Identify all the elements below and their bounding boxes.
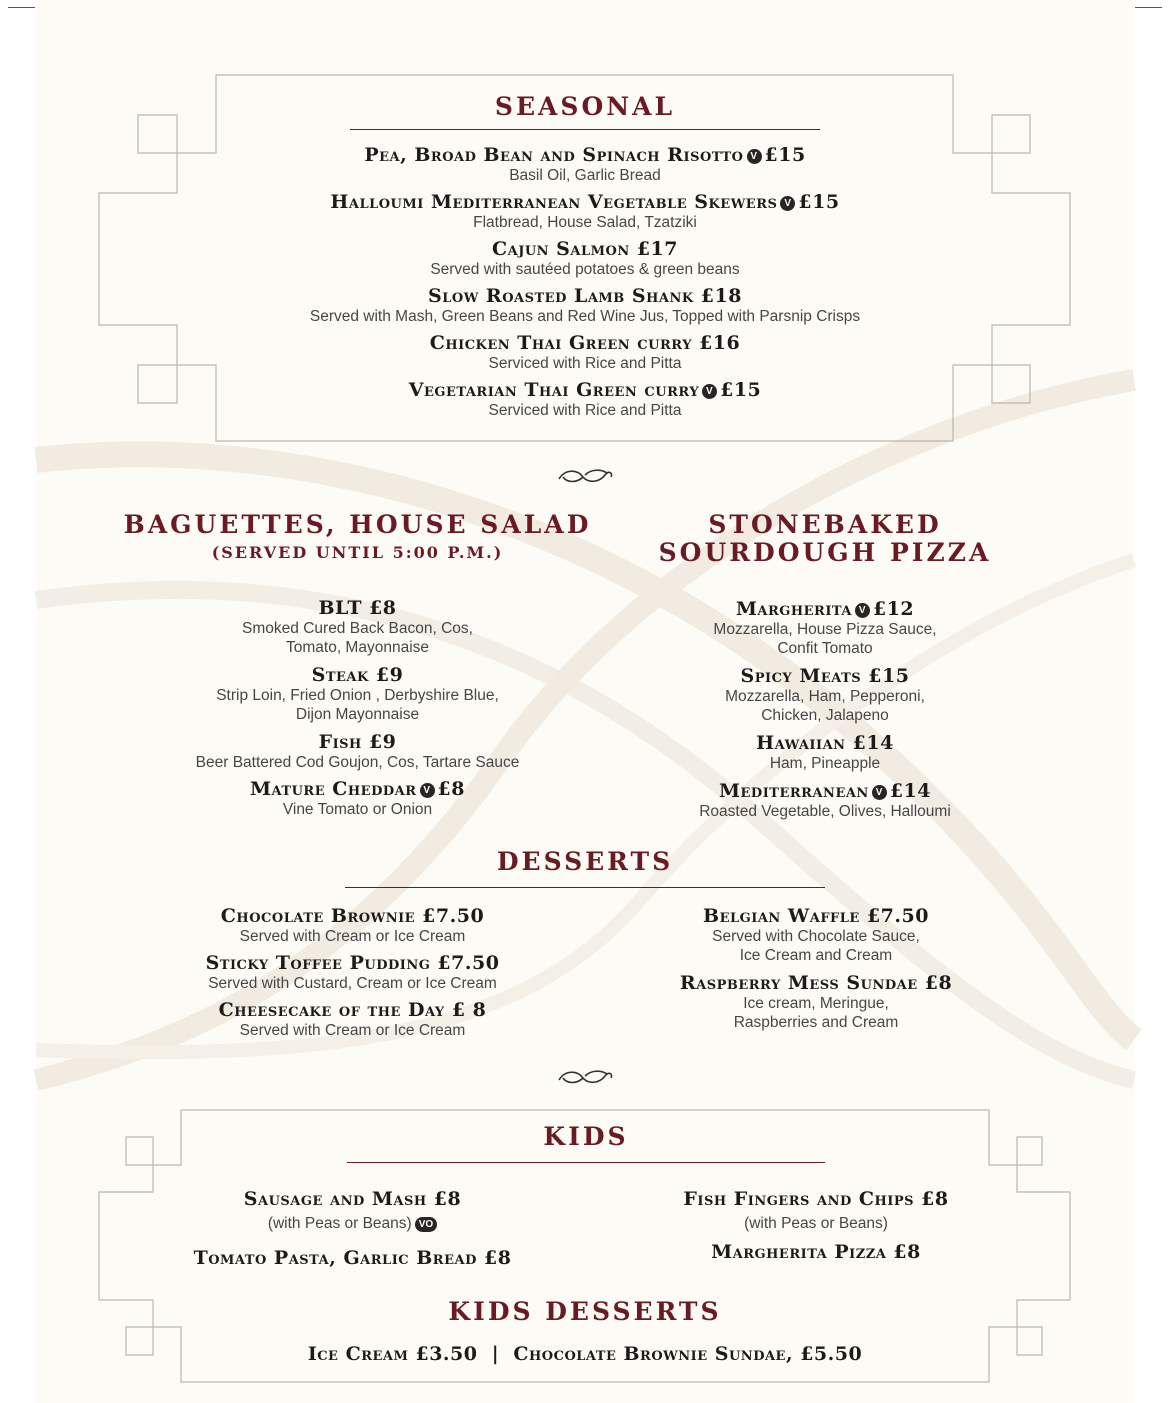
item-name: Raspberry Mess Sundae £8 [679,972,953,994]
item-description: Roasted Vegetable, Olives, Halloumi [699,803,951,820]
pizza-item [620,665,1030,725]
flourish-ornament-bottom [555,1066,615,1088]
item-description: Serviced with Rice and Pitta [488,355,682,372]
vegetarian-icon: V [872,785,887,800]
item-description: Mozzarella, Ham, Pepperoni, [725,688,925,705]
item-name: Fish £9 [318,731,397,753]
kids-rule [347,1162,825,1163]
item-name: Cheesecake of the Day £ 8 [218,999,487,1021]
pizza-heading-line1: STONEBAKED [708,510,942,539]
item-name: Chicken Thai Green curry £16 [429,332,741,354]
kids-desserts-items: Ice Cream £3.50 | Chocolate Brownie Sundae, £5.50 [307,1343,863,1365]
item-description: Smoked Cured Back Bacon, Cos, [242,620,473,637]
item-name: Mediterranean [718,780,869,802]
kids-item [616,1241,1016,1263]
item-description: Strip Loin, Fried Onion , Derbyshire Blue, [216,687,499,704]
item-name: Belgian Waffle £7.50 [703,905,929,927]
item-description-line2: Ice Cream and Cream [739,947,893,964]
baguette-item [120,731,595,772]
dessert-item [140,999,565,1040]
baguettes-subheading: (SERVED UNTIL 5:00 P.M.) [211,543,504,562]
seasonal-item [185,191,985,232]
seasonal-item [185,144,985,185]
pizza-item [620,598,1030,658]
item-description: Basil Oil, Garlic Bread [509,167,661,184]
item-price: £15 [720,379,762,401]
item-name: Steak £9 [311,664,404,686]
item-name: Tomato Pasta, Garlic Bread £8 [193,1247,512,1269]
item-description: Served with Cream or Ice Cream [239,928,466,945]
kids-item [140,1188,565,1233]
item-description: Served with Cream or Ice Cream [239,1022,466,1039]
dessert-item [140,905,565,946]
item-description-line2: Chicken, Jalapeno [761,707,889,724]
baguette-item [120,778,595,819]
item-price: £8 [437,778,465,800]
kids-desserts-line [185,1343,985,1365]
pizza-heading-line2: SOURDOUGH PIZZA [658,538,992,567]
baguettes-heading: BAGUETTES, HOUSE SALAD [123,510,592,539]
item-name: Vegetarian Thai Green curry [408,379,700,401]
seasonal-item [185,238,985,279]
item-name: Pea, Broad Bean and Spinach Risotto [364,144,744,166]
item-description: Ham, Pineapple [769,755,881,772]
baguette-item [120,597,595,657]
item-name: Sticky Toffee Pudding £7.50 [205,952,500,974]
item-description: Flatbread, House Salad, Tzatziki [473,214,697,231]
kids-item [140,1247,565,1269]
vegetarian-icon: V [855,603,870,618]
item-name: Cajun Salmon £17 [491,238,678,260]
vegetarian-icon: V [747,149,762,164]
item-price: £15 [798,191,840,213]
kids-heading: KIDS [543,1122,629,1151]
desserts-heading: DESSERTS [496,847,674,876]
vegetarian-icon: V [420,783,435,798]
item-name: Margherita [735,598,852,620]
item-price: £14 [889,780,931,802]
vegetarian-option-icon: VO [415,1217,437,1232]
seasonal-heading: SEASONAL [494,92,676,121]
seasonal-item [185,332,985,373]
item-name: Spicy Meats £15 [740,665,910,687]
item-description: Served with Chocolate Sauce, [712,928,920,945]
item-name: Margherita Pizza £8 [711,1241,921,1263]
item-description: Vine Tomato or Onion [282,801,433,818]
item-price: £15 [764,144,806,166]
seasonal-item [185,285,985,326]
kids-desserts-heading: KIDS DESSERTS [448,1297,722,1326]
dessert-item [616,972,1016,1032]
item-name: Fish Fingers and Chips £8 [683,1188,949,1210]
item-description: Served with sautéed potatoes & green beans [430,261,740,278]
item-description: Beer Battered Cod Goujon, Cos, Tartare Sauce [195,754,520,771]
item-description: Mozzarella, House Pizza Sauce, [713,621,937,638]
item-price: £12 [872,598,915,620]
item-name: Hawaiian £14 [756,732,894,754]
item-name: Chocolate Brownie £7.50 [220,905,485,927]
item-name: BLT £8 [318,597,397,619]
item-description: Ice cream, Meringue, [743,995,889,1012]
item-description-line2: Tomato, Mayonnaise [285,639,430,656]
item-description: Serviced with Rice and Pitta [488,402,682,419]
seasonal-item [185,379,985,420]
item-name: Slow Roasted Lamb Shank £18 [428,285,742,307]
pizza-item [620,780,1030,821]
vegetarian-icon: V [780,196,795,211]
item-description: (with Peas or Beans) [267,1215,412,1232]
item-name: Sausage and Mash £8 [243,1188,462,1210]
item-name: Halloumi Mediterranean Vegetable Skewers [330,191,778,213]
vegetarian-icon: V [702,384,717,399]
seasonal-rule [350,129,820,130]
item-name: Mature Cheddar [250,778,417,800]
desserts-rule [345,887,825,888]
item-description-line2: Dijon Mayonnaise [295,706,420,723]
baguette-item [120,664,595,724]
dessert-item [140,952,565,993]
flourish-ornament-top [555,465,615,487]
dessert-item [616,905,1016,965]
item-description-line2: Confit Tomato [777,640,873,657]
item-description: (with Peas or Beans) [744,1215,888,1232]
kids-item [616,1188,1016,1233]
item-description: Served with Custard, Cream or Ice Cream [208,975,497,992]
item-description: Served with Mash, Green Beans and Red Wine Jus, Topped with Parsnip Crisps [309,308,861,325]
item-description-line2: Raspberries and Cream [733,1014,899,1031]
pizza-item [620,732,1030,773]
